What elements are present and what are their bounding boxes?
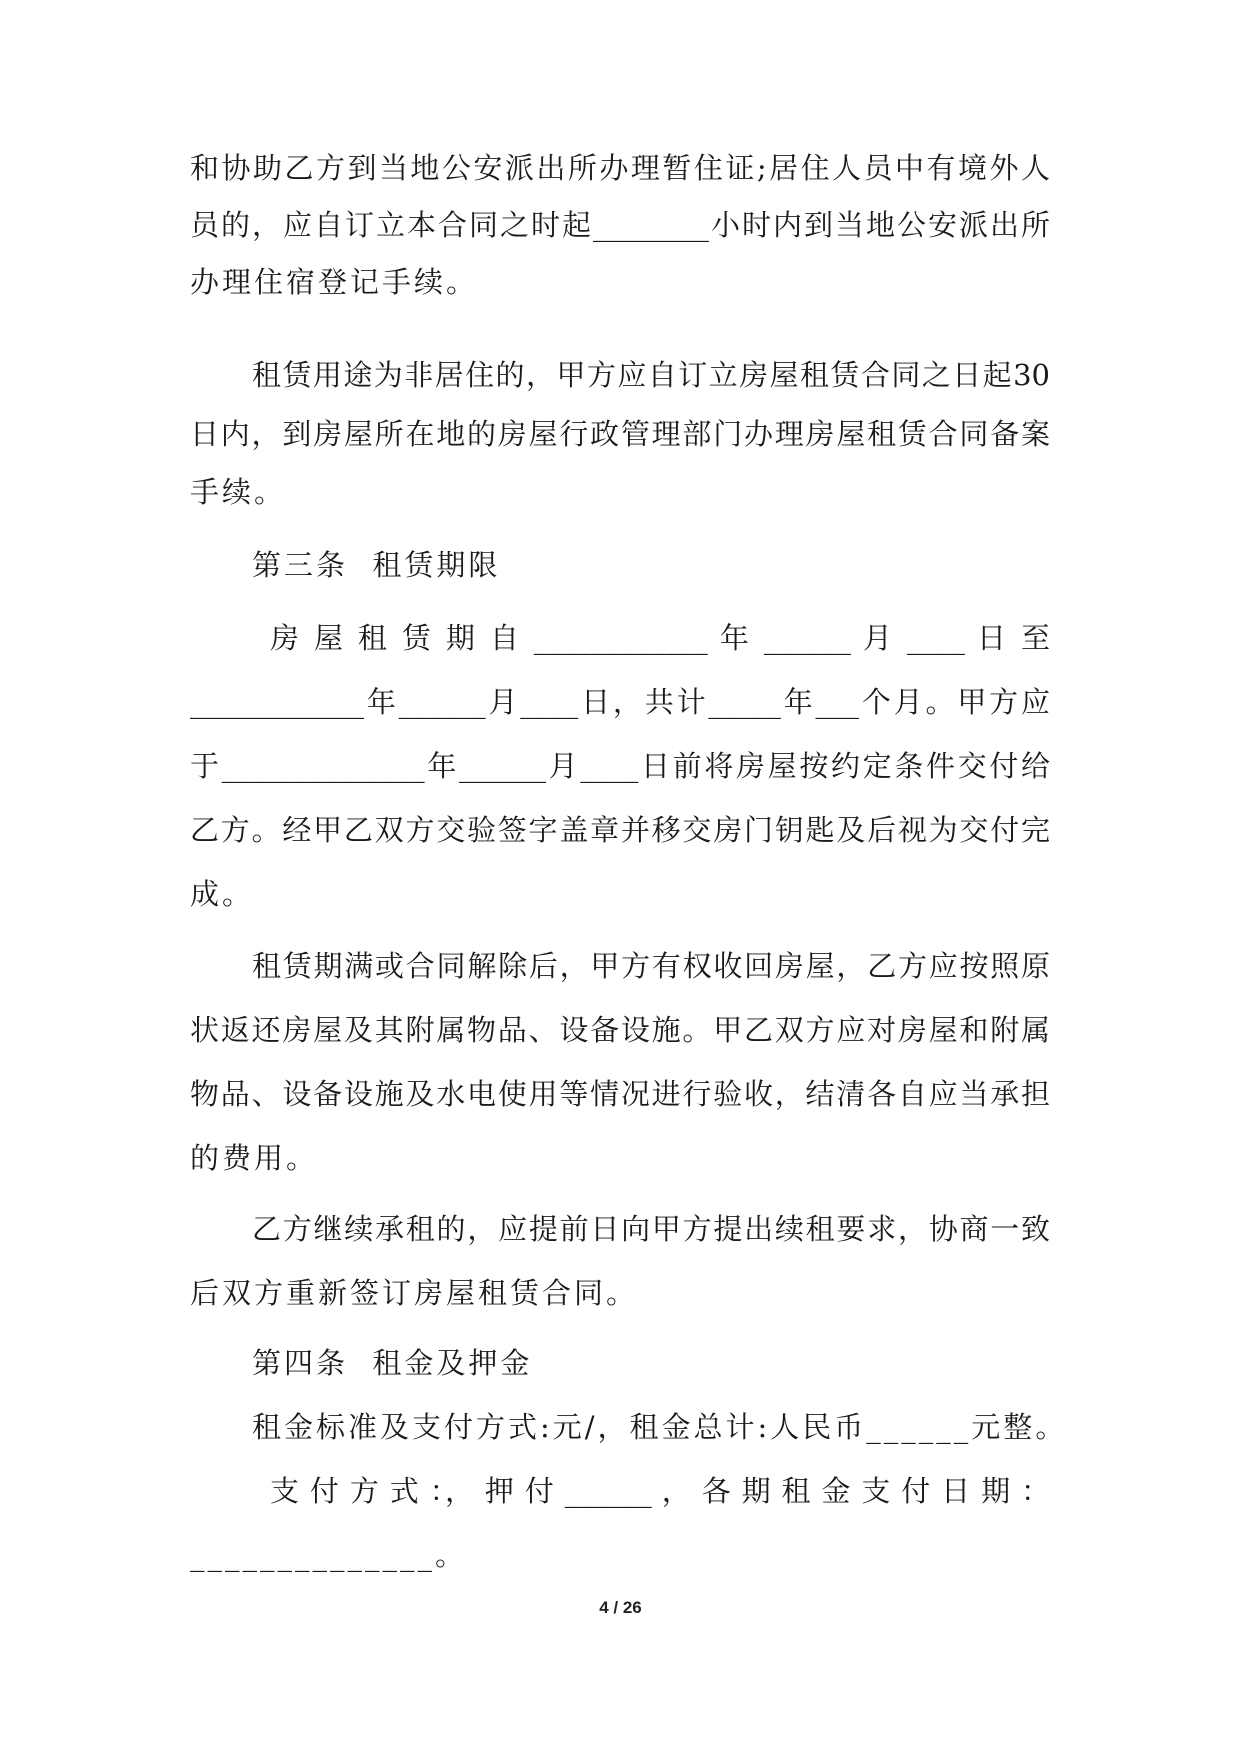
text-line: 支 付 方 式 ：， 押 付 ______ ， 各 期 租 金 支 付 日 期 ： bbox=[270, 1474, 1050, 1508]
text-line: 租赁用途为非居住的，甲方应自订立房屋租赁合同之日起30 bbox=[252, 358, 1050, 392]
text-line: 员的，应自订立本合同之时起________小时内到当地公安派出所 bbox=[190, 208, 1050, 242]
text-line: 成。 bbox=[190, 877, 255, 911]
text-line: ______________。 bbox=[190, 1538, 468, 1572]
text-line: 租金标准及支付方式:元/，租金总计:人民币______元整。 bbox=[252, 1410, 1068, 1444]
text-line: 日内，到房屋所在地的房屋行政管理部门办理房屋租赁合同备案 bbox=[190, 417, 1050, 451]
text-line: ____________年______月____日，共计_____年___个月。甲方应 bbox=[190, 685, 1050, 719]
text-line: 的费用。 bbox=[190, 1141, 319, 1175]
page-number: 4 / 26 bbox=[599, 1598, 642, 1617]
text-line: 手续。 bbox=[190, 475, 287, 509]
text-line: 办理住宿登记手续。 bbox=[190, 265, 479, 299]
text-line: 和协助乙方到当地公安派出所办理暂住证;居住人员中有境外人 bbox=[190, 151, 1050, 185]
text-line: 租赁期满或合同解除后，甲方有权收回房屋，乙方应按照原 bbox=[252, 949, 1050, 983]
text-line: 于______________年______月____日前将房屋按约定条件交付给 bbox=[190, 749, 1050, 783]
text-line: 状返还房屋及其附属物品、设备设施。甲乙双方应对房屋和附属 bbox=[190, 1013, 1050, 1047]
section-heading: 第三条 租赁期限 bbox=[252, 548, 501, 582]
text-line: 后双方重新签订房屋租赁合同。 bbox=[190, 1276, 639, 1310]
text-line: 乙方。经甲乙双方交验签字盖章并移交房门钥匙及后视为交付完 bbox=[190, 813, 1050, 847]
text-line: 物品、设备设施及水电使用等情况进行验收，结清各自应当承担 bbox=[190, 1077, 1050, 1111]
section-heading: 第四条 租金及押金 bbox=[252, 1346, 533, 1380]
text-line: 乙方继续承租的，应提前日向甲方提出续租要求，协商一致 bbox=[252, 1212, 1050, 1246]
text-line: 房 屋 租 赁 期 自 ____________ 年 ______ 月 ____ 日 至 bbox=[270, 621, 1050, 655]
